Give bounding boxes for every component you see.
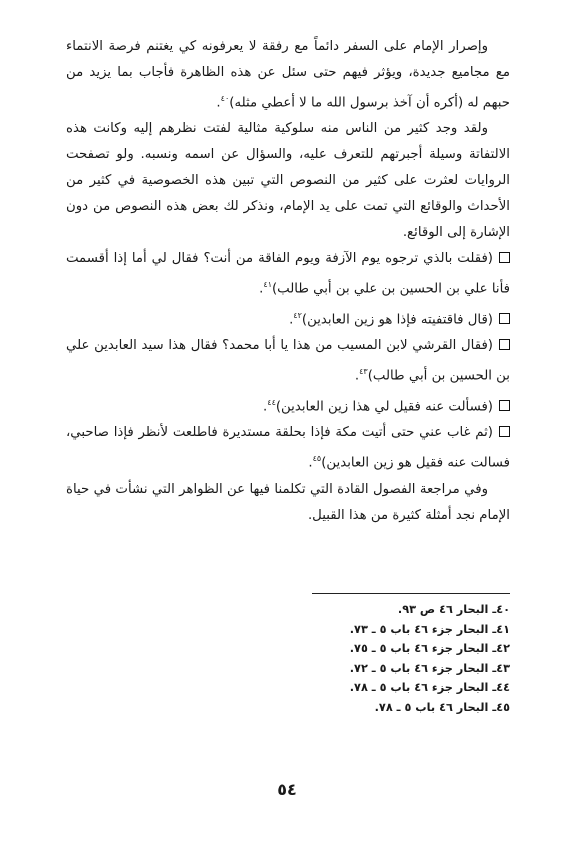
quote-item-5: (ثم غاب عني حتى أتيت مكة فإذا بحلقة مستديرة فاطلعت لأنظر فإذا صاحبي، فسالت عنه فقيل هو زين العابدين)$^{٤٥}$. <box>66 425 510 471</box>
quote-item-3: (فقال القرشي لابن المسيب من هذا يا أبا محمد؟ فقال هذا سيد العابدين علي بن الحسين بن أبي طالب)$^{٤٣}$. <box>66 338 510 384</box>
quote-text: (فقلت بالذي ترجوه يوم الآزفة ويوم الفاقة من أنت؟ فقال لي أما إذا أقسمت فأنا علي بن الحسين بن علي بن أبي طالب) <box>66 251 510 297</box>
footnote-43: ٤٣ـ البحار جزء ٤٦ باب ٥ ـ ٧٢. <box>349 661 510 675</box>
quote-text: (ثم غاب عني حتى أتيت مكة فإذا بحلقة مستديرة فاطلعت لأنظر فإذا صاحبي، فسالت عنه فقيل هو زين العابدين) <box>66 425 510 471</box>
checkbox-square-icon <box>499 252 510 263</box>
footnote-divider <box>312 593 510 594</box>
footnote-ref: ٤٠ <box>220 94 230 103</box>
checkbox-square-icon <box>499 339 510 350</box>
quote-text: (قال فاقتفيته فإذا هو زين العابدين) <box>301 312 493 328</box>
footnote-ref: ٤١ <box>263 280 272 290</box>
quote-item-2: (قال فاقتفيته فإذا هو زين العابدين)$^{٤٢}$. <box>66 303 510 333</box>
footnote-ref: ٤٤ <box>267 397 276 407</box>
footnotes <box>250 600 510 717</box>
paragraph-1: وإصرار الإمام على السفر دائماً مع رفقة لا يعرفونه كي يغتنم فرصة الانتماء مع مجاميع جديدة، ويؤثر فيهم حتى سئل عن هذه الظاهرة فأجاب بما يزيد من حبهم له (أكره أن آخذ برسول الله ما لا أعطي مثله)$^{٤٠}$. <box>66 39 510 111</box>
footnote-40: ٤٠ـ البحار ٤٦ ص ٩٣. <box>397 603 510 616</box>
checkbox-square-icon <box>499 313 510 324</box>
footnote-ref: ٤٣ <box>359 367 368 377</box>
paragraph-text: وفي مراجعة الفصول القادة التي تكلمنا فيها عن الظواهر التي نشأت في حياة الإمام نجد أمثلة كثيرة من هذا القبيل. <box>66 481 510 523</box>
footnote-ref: ٤٥ <box>312 454 322 464</box>
footnote-ref: ٤٢ <box>293 310 302 320</box>
checkbox-square-icon <box>499 426 510 437</box>
footnote-41: ٤١ـ البحار جزء ٤٦ باب ٥ ـ ٧٣. <box>349 622 510 636</box>
quote-item-1: (فقلت بالذي ترجوه يوم الآزفة ويوم الفاقة من أنت؟ فقال لي أما إذا أقسمت فأنا علي بن الحسين بن علي بن أبي طالب)$^{٤١}$. <box>66 251 510 297</box>
quote-text: (فسألت عنه فقيل لي هذا زين العابدين) <box>275 399 493 415</box>
page-number: ٥٤ <box>277 780 297 799</box>
paragraph-3 <box>66 477 510 529</box>
paragraph-text: وإصرار الإمام على السفر دائماً مع رفقة لا يعرفونه كي يغتنم فرصة الانتماء مع مجاميع جديدة، ويؤثر فيهم حتى سئل عن هذه الظاهرة فأجاب بما يزيد من حبهم له (أكره أن آخذ برسول الله ما لا أعطي مثله) <box>66 39 510 111</box>
quote-text: (فقال القرشي لابن المسيب من هذا يا أبا محمد؟ فقال هذا سيد العابدين علي بن الحسين بن أبي طالب) <box>66 338 510 384</box>
footnote-44: ٤٤ـ البحار جزء ٤٦ باب ٥ ـ ٧٨. <box>349 681 510 694</box>
checkbox-square-icon <box>499 400 510 411</box>
body-text <box>66 34 510 529</box>
footnote-45: ٤٥ـ البحار ٤٦ باب ٥ ـ ٧٨. <box>374 700 510 714</box>
paragraph-text: ولقد وجد كثير من الناس منه سلوكية مثالية لفتت نظرهم إليه وكانت هذه الالتفاتة وسيلة أجبرتهم للتعرف عليه، والسؤال عن اسمه ونسبه. ولو تصفحت الروايات لعثرت على كثير من النصوص التي تبين هذه الخصوصية في كثير من الأحداث والوقائع التي تمت على يد الإمام، ونذكر لك بعض هذه النصوص من دون الإشارة إلى الوقائع. <box>66 121 510 241</box>
paragraph-2 <box>66 116 510 246</box>
quote-item-4: (فسألت عنه فقيل لي هذا زين العابدين)$^{٤٤}$. <box>66 390 510 420</box>
footnote-42: ٤٢ـ البحار جزء ٤٦ باب ٥ ـ ٧٥. <box>349 642 510 655</box>
